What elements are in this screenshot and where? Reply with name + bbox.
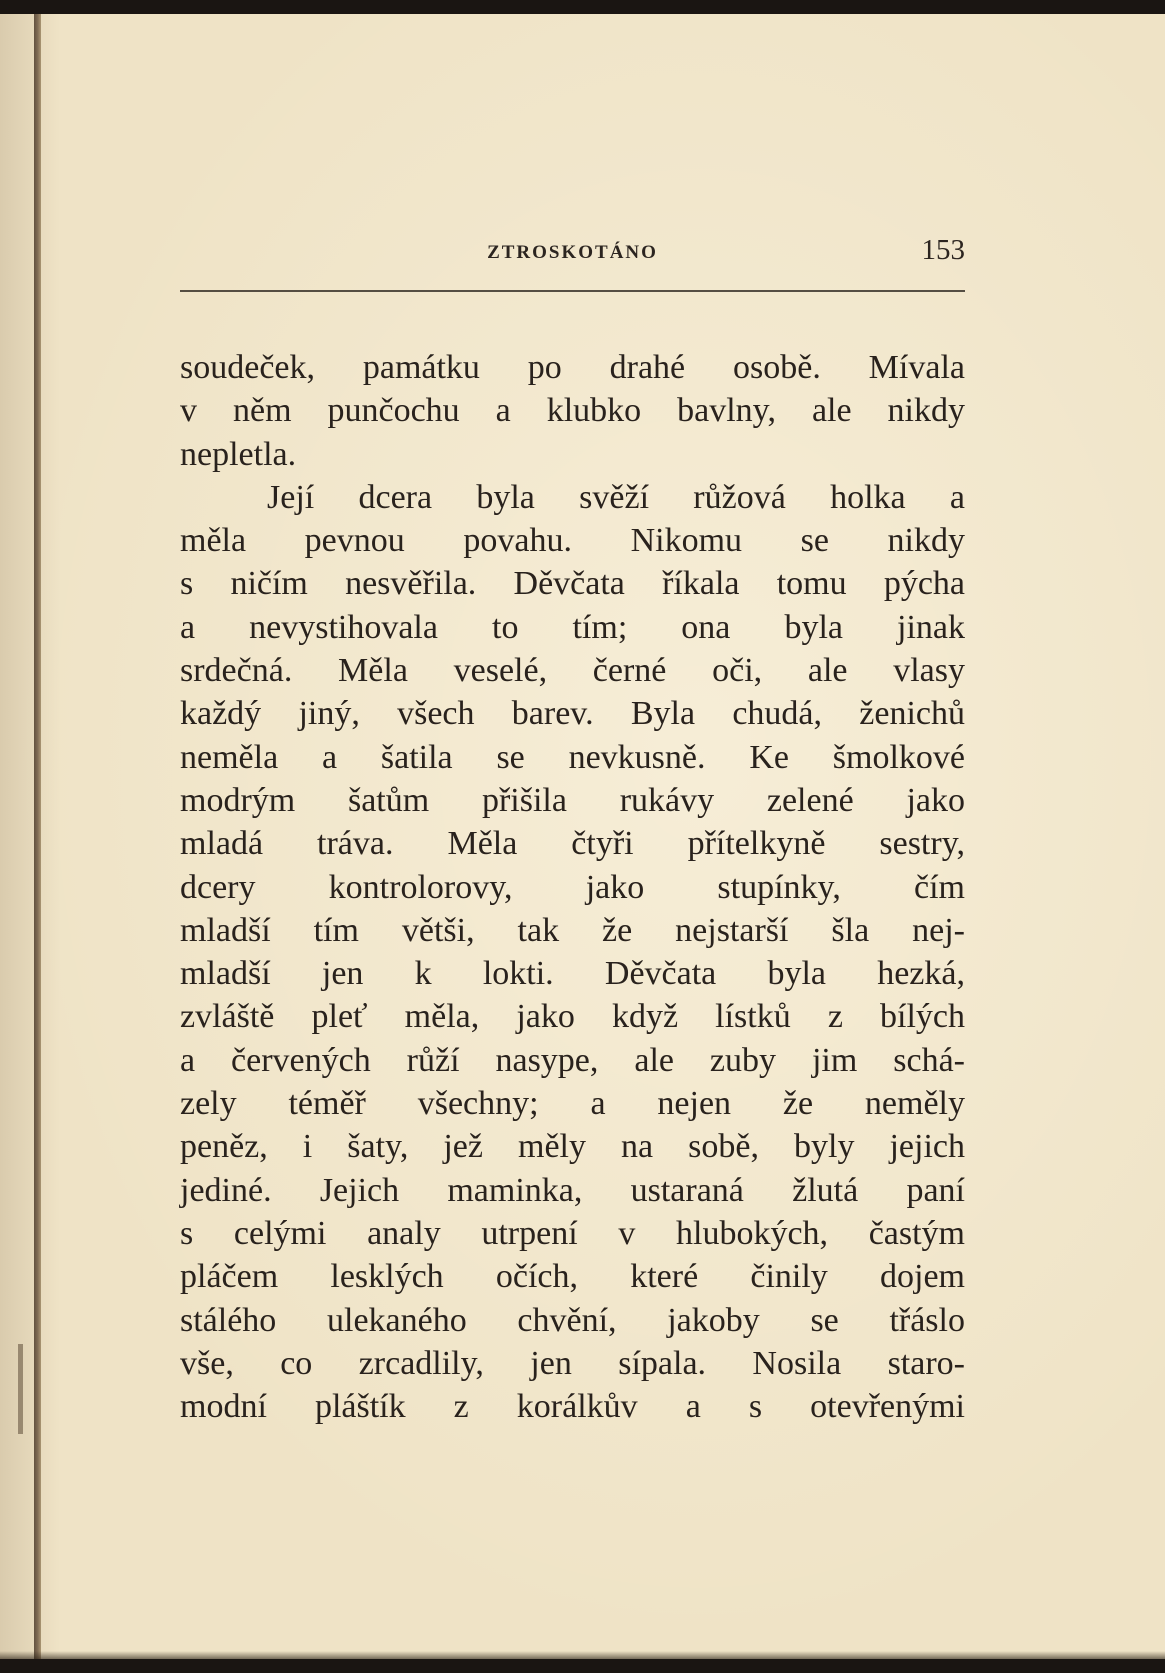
- binding-mark: [18, 1344, 23, 1434]
- text-line: Její dcera byla svěží růžová holka a: [267, 478, 965, 516]
- running-header: [180, 232, 965, 272]
- text-line: pláčem lesklých očích, které činily dojem: [180, 1258, 965, 1296]
- text-line: modní pláštík z korálkův a s otevřenými: [180, 1388, 965, 1426]
- text-line: zvláště pleť měla, jako když lístků z bílých: [180, 998, 965, 1036]
- text-line: vše, co zrcadlily, jen sípala. Nosila staro-: [180, 1344, 965, 1382]
- page-number: 153: [921, 234, 965, 266]
- text-line: dcery kontrolorovy, jako stupínky, čím: [180, 868, 965, 906]
- text-line: s celými analy utrpení v hlubokých, častým: [180, 1214, 965, 1252]
- binding-edge: [34, 14, 41, 1659]
- text-line: každý jiný, všech barev. Byla chudá, ženichů: [180, 695, 965, 733]
- book-page: [0, 14, 1165, 1659]
- text-line: a nevystihovala to tím; ona byla jinak: [180, 608, 965, 646]
- text-line: v něm punčochu a klubko bavlny, ale nikdy: [180, 392, 965, 430]
- text-line: zely téměř všechny; a nejen že neměly: [180, 1085, 965, 1123]
- text-line: mladá tráva. Měla čtyři přítelkyně sestry,: [180, 825, 965, 863]
- body-text: [180, 346, 965, 1428]
- header-rule: [180, 290, 965, 292]
- text-line: soudeček, památku po drahé osobě. Mívala: [180, 349, 965, 386]
- text-line: modrým šatům přišila rukávy zelené jako: [180, 781, 965, 819]
- text-line: neměla a šatila se nevkusně. Ke šmolkové: [180, 738, 965, 776]
- text-line: měla pevnou povahu. Nikomu se nikdy: [180, 522, 965, 560]
- text-line: mladší tím větši, tak že nejstarší šla nej-: [180, 911, 965, 949]
- text-line: nepletla.: [180, 435, 297, 473]
- text-line: peněz, i šaty, jež měly na sobě, byly jejich: [180, 1128, 965, 1166]
- page-bottom-shadow: [0, 1651, 1165, 1659]
- running-title: ZTROSKOTÁNO: [487, 242, 658, 263]
- text-line: a červených růží nasype, ale zuby jim schá-: [180, 1041, 965, 1079]
- text-line: s ničím nesvěřila. Děvčata říkala tomu pýcha: [180, 565, 965, 603]
- text-line: stálého ulekaného chvění, jakoby se třáslo: [180, 1301, 965, 1339]
- text-line: mladší jen k lokti. Děvčata byla hezká,: [180, 955, 965, 993]
- text-line: jediné. Jejich maminka, ustaraná žlutá paní: [180, 1171, 965, 1209]
- text-line: srdečná. Měla veselé, černé oči, ale vlasy: [180, 652, 965, 690]
